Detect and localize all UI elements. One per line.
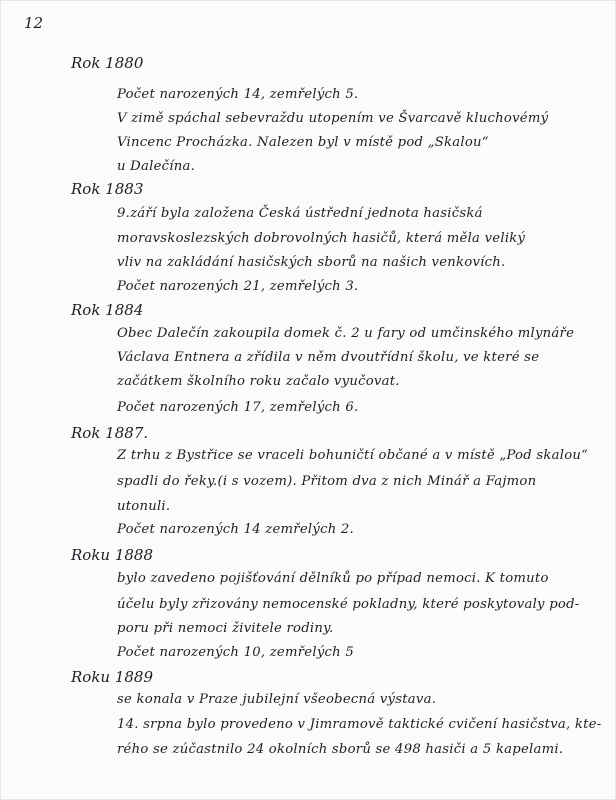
entry-line: Obec Dalečín zakoupila domek č. 2 u fary od umčinského mlynáře (117, 326, 575, 341)
entry-line: V zimě spáchal sebevraždu utopením ve Švarcavě kluchovémý (117, 111, 549, 126)
entry-line: začátkem školního roku začalo vyučovat. (117, 374, 400, 389)
entry-line: bylo zavedeno pojišťování dělníků po případ nemoci. K tomuto (117, 571, 549, 586)
entry-year-1887: Rok 1887. (71, 424, 149, 442)
entry-line: moravskoslezských dobrovolných hasičů, která měla veliký (117, 231, 526, 246)
entry-line: 9.září byla založena Česká ústřední jednota hasičská (117, 206, 483, 221)
entry-year-1880: Rok 1880 (71, 54, 144, 72)
entry-line: vliv na zakládání hasičských sborů na našich venkovích. (117, 255, 506, 270)
entry-year-1884: Rok 1884 (71, 301, 144, 319)
entry-year-1888: Roku 1888 (71, 546, 154, 564)
entry-line: 14. srpna bylo provedeno v Jimramově taktické cvičení hasičstva, kte- (117, 717, 602, 732)
entry-line: Počet narozených 21, zemřelých 3. (117, 279, 359, 294)
page-number: 12 (24, 14, 44, 32)
entry-line: se konala v Praze jubilejní všeobecná výstava. (117, 692, 437, 707)
entry-year-1883: Rok 1883 (71, 180, 144, 198)
entry-line: Počet narozených 14 zemřelých 2. (117, 522, 354, 537)
entry-line: utonuli. (117, 499, 171, 514)
entry-line: Počet narozených 14, zemřelých 5. (117, 87, 359, 102)
entry-line: poru při nemoci živitele rodiny. (117, 621, 334, 636)
entry-line: rého se zúčastnilo 24 okolních sborů se 498 hasiči a 5 kapelami. (117, 742, 564, 757)
entry-line: spadli do řeky.(i s vozem). Přitom dva z nich Minář a Fajmon (117, 474, 537, 489)
entry-line: Vincenc Procházka. Nalezen byl v místě pod „Skalou“ (117, 135, 489, 150)
entry-line: Václava Entnera a zřídila v něm dvoutřídní školu, ve které se (117, 350, 540, 365)
entry-year-1889: Roku 1889 (71, 668, 154, 686)
entry-line: Z trhu z Bystřice se vraceli bohuničtí občané a v místě „Pod skalou“ (117, 448, 589, 463)
entry-line: účelu byly zřizovány nemocenské pokladny, které poskytovaly pod- (117, 597, 580, 612)
entry-line: u Dalečína. (117, 159, 196, 174)
entry-line: Počet narozených 10, zemřelých 5 (117, 645, 354, 660)
entry-line: Počet narozených 17, zemřelých 6. (117, 400, 359, 415)
